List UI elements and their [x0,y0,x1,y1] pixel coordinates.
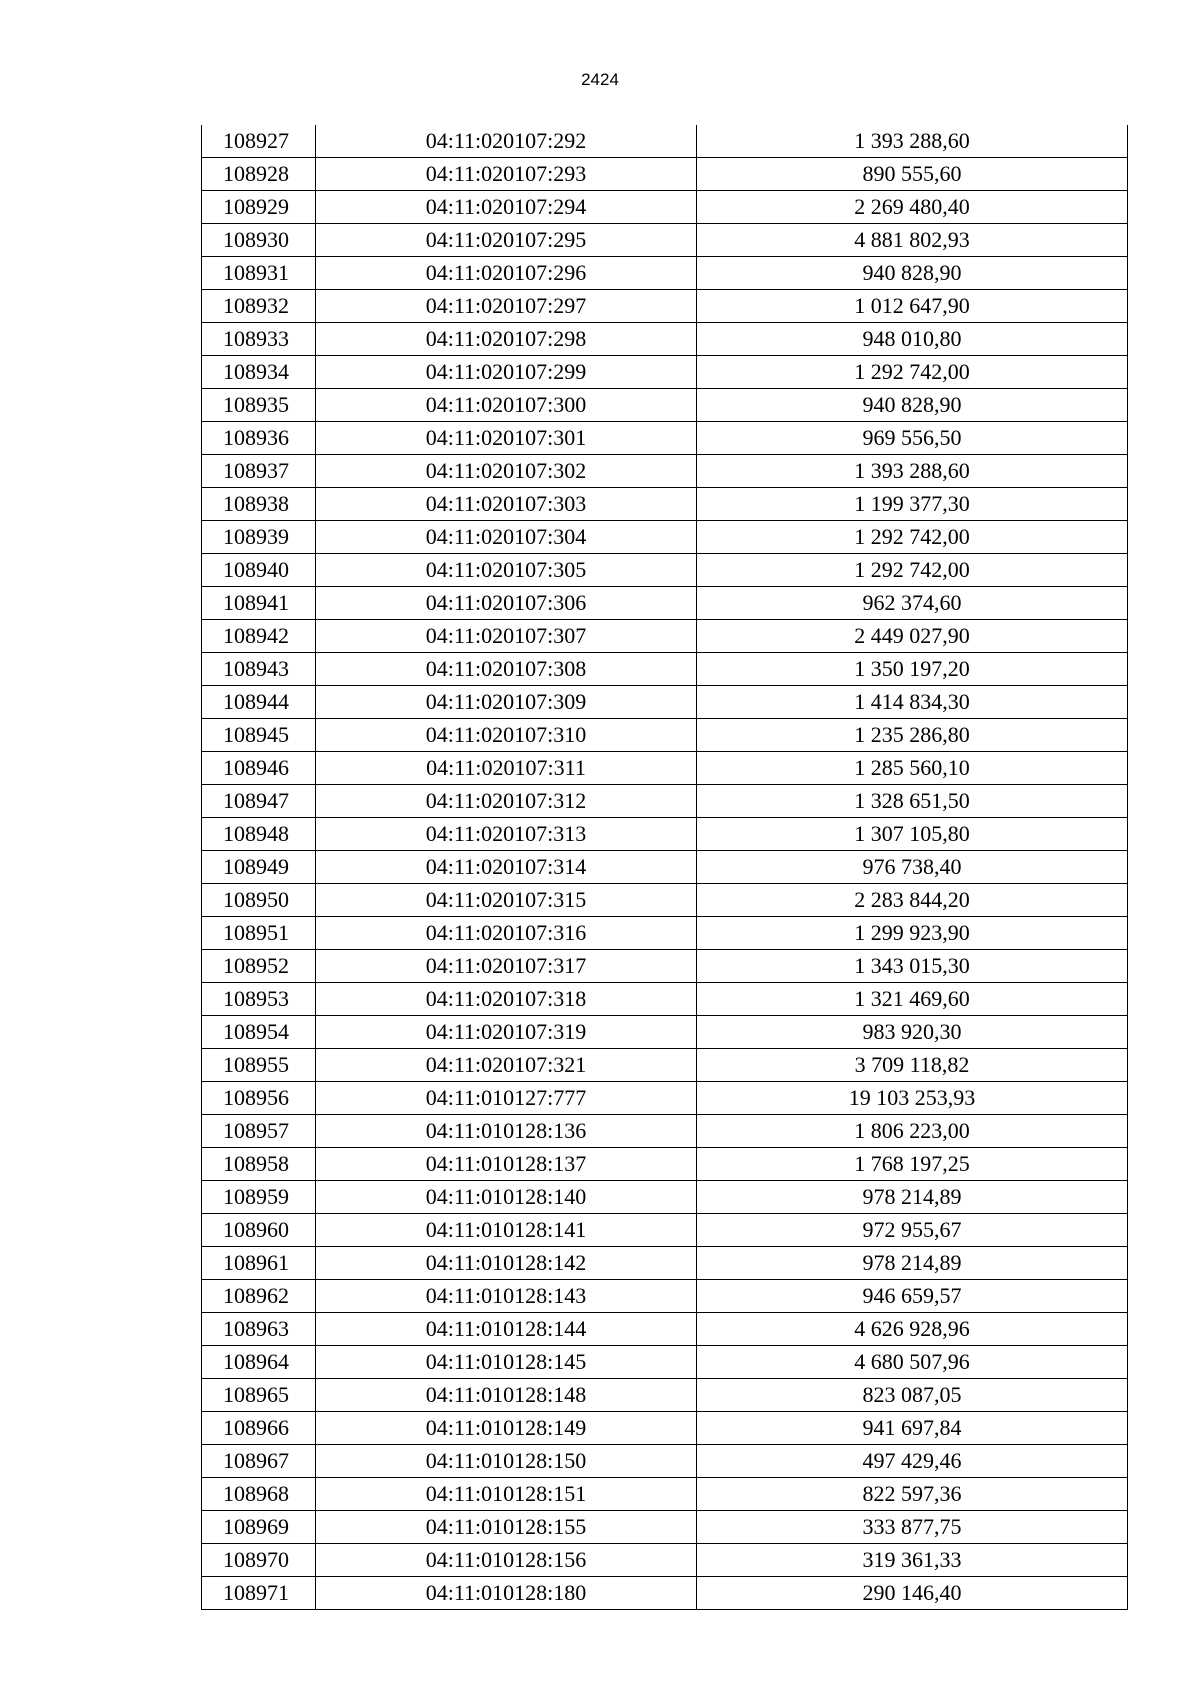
row-number-cell: 108967 [202,1445,316,1478]
row-number-cell: 108960 [202,1214,316,1247]
row-number-cell: 108950 [202,884,316,917]
table-row [202,488,1128,521]
cadastral-value-cell: 1 321 469,60 [697,983,1128,1016]
row-number-cell: 108947 [202,785,316,818]
cadastral-value-cell: 4 680 507,96 [697,1346,1128,1379]
cadastral-value-cell: 4 626 928,96 [697,1313,1128,1346]
table-row [202,1478,1128,1511]
table-row [202,389,1128,422]
row-number-cell: 108954 [202,1016,316,1049]
cadastral-number-cell: 04:11:010128:155 [316,1511,697,1544]
cadastral-value-cell: 1 292 742,00 [697,356,1128,389]
row-number-cell: 108963 [202,1313,316,1346]
table-row [202,719,1128,752]
row-number-cell: 108944 [202,686,316,719]
cadastral-value-cell: 983 920,30 [697,1016,1128,1049]
cadastral-number-cell: 04:11:020107:299 [316,356,697,389]
cadastral-value-cell: 319 361,33 [697,1544,1128,1577]
table-row [202,1181,1128,1214]
cadastral-value-cell: 941 697,84 [697,1412,1128,1445]
cadastral-value-cell: 1 343 015,30 [697,950,1128,983]
cadastral-number-cell: 04:11:020107:306 [316,587,697,620]
row-number-cell: 108965 [202,1379,316,1412]
cadastral-number-cell: 04:11:010128:143 [316,1280,697,1313]
table-row [202,1511,1128,1544]
cadastral-number-cell: 04:11:010128:140 [316,1181,697,1214]
row-number-cell: 108942 [202,620,316,653]
cadastral-number-cell: 04:11:020107:315 [316,884,697,917]
table-row [202,191,1128,224]
table-row [202,1280,1128,1313]
table-row [202,1016,1128,1049]
row-number-cell: 108969 [202,1511,316,1544]
table-row [202,1148,1128,1181]
cadastral-number-cell: 04:11:020107:292 [316,125,697,158]
table-row [202,1412,1128,1445]
cadastral-value-cell: 1 292 742,00 [697,554,1128,587]
row-number-cell: 108943 [202,653,316,686]
table-row [202,950,1128,983]
cadastral-number-cell: 04:11:020107:298 [316,323,697,356]
cadastral-value-cell: 1 299 923,90 [697,917,1128,950]
cadastral-value-cell: 4 881 802,93 [697,224,1128,257]
table-row [202,1247,1128,1280]
cadastral-number-cell: 04:11:020107:311 [316,752,697,785]
table-row [202,1544,1128,1577]
row-number-cell: 108927 [202,125,316,158]
cadastral-value-cell: 946 659,57 [697,1280,1128,1313]
cadastral-value-cell: 2 449 027,90 [697,620,1128,653]
cadastral-number-cell: 04:11:020107:293 [316,158,697,191]
cadastral-value-cell: 1 768 197,25 [697,1148,1128,1181]
row-number-cell: 108941 [202,587,316,620]
table-row [202,290,1128,323]
cadastral-number-cell: 04:11:020107:303 [316,488,697,521]
cadastral-value-cell: 497 429,46 [697,1445,1128,1478]
cadastral-number-cell: 04:11:020107:297 [316,290,697,323]
cadastral-value-cell: 1 292 742,00 [697,521,1128,554]
cadastral-value-cell: 2 283 844,20 [697,884,1128,917]
cadastral-number-cell: 04:11:020107:314 [316,851,697,884]
row-number-cell: 108928 [202,158,316,191]
cadastral-number-cell: 04:11:020107:317 [316,950,697,983]
cadastral-value-cell: 972 955,67 [697,1214,1128,1247]
cadastral-value-cell: 978 214,89 [697,1247,1128,1280]
row-number-cell: 108964 [202,1346,316,1379]
row-number-cell: 108957 [202,1115,316,1148]
cadastral-value-cell: 2 269 480,40 [697,191,1128,224]
cadastral-value-cell: 978 214,89 [697,1181,1128,1214]
table-row [202,884,1128,917]
cadastral-value-cell: 333 877,75 [697,1511,1128,1544]
cadastral-value-cell: 1 285 560,10 [697,752,1128,785]
cadastral-number-cell: 04:11:020107:296 [316,257,697,290]
row-number-cell: 108936 [202,422,316,455]
row-number-cell: 108962 [202,1280,316,1313]
table-row [202,1214,1128,1247]
row-number-cell: 108932 [202,290,316,323]
row-number-cell: 108939 [202,521,316,554]
cadastral-value-cell: 1 012 647,90 [697,290,1128,323]
row-number-cell: 108931 [202,257,316,290]
table-row [202,1445,1128,1478]
row-number-cell: 108961 [202,1247,316,1280]
table-row [202,521,1128,554]
row-number-cell: 108930 [202,224,316,257]
cadastral-value-cell: 1 235 286,80 [697,719,1128,752]
page-number: 2424 [581,70,619,89]
table-row [202,323,1128,356]
cadastral-number-cell: 04:11:010128:150 [316,1445,697,1478]
cadastral-value-cell: 1 414 834,30 [697,686,1128,719]
cadastral-number-cell: 04:11:010128:148 [316,1379,697,1412]
table-row [202,587,1128,620]
table-row [202,158,1128,191]
cadastral-value-cell: 948 010,80 [697,323,1128,356]
table-row [202,125,1128,158]
cadastral-number-cell: 04:11:020107:305 [316,554,697,587]
table-row [202,422,1128,455]
row-number-cell: 108955 [202,1049,316,1082]
cadastral-number-cell: 04:11:010128:145 [316,1346,697,1379]
cadastral-number-cell: 04:11:020107:295 [316,224,697,257]
row-number-cell: 108933 [202,323,316,356]
row-number-cell: 108946 [202,752,316,785]
table-row [202,851,1128,884]
table-row [202,1577,1128,1610]
row-number-cell: 108945 [202,719,316,752]
cadastral-number-cell: 04:11:020107:301 [316,422,697,455]
cadastral-number-cell: 04:11:010128:144 [316,1313,697,1346]
row-number-cell: 108970 [202,1544,316,1577]
table-row [202,356,1128,389]
cadastral-number-cell: 04:11:010127:777 [316,1082,697,1115]
cadastral-value-cell: 1 393 288,60 [697,125,1128,158]
cadastral-value-cell: 976 738,40 [697,851,1128,884]
cadastral-number-cell: 04:11:010128:151 [316,1478,697,1511]
cadastral-value-cell: 19 103 253,93 [697,1082,1128,1115]
row-number-cell: 108959 [202,1181,316,1214]
cadastral-value-cell: 940 828,90 [697,389,1128,422]
row-number-cell: 108937 [202,455,316,488]
table-row [202,653,1128,686]
cadastral-value-cell: 890 555,60 [697,158,1128,191]
row-number-cell: 108953 [202,983,316,1016]
cadastral-value-cell: 822 597,36 [697,1478,1128,1511]
cadastral-value-table [201,125,1128,1610]
cadastral-number-cell: 04:11:020107:310 [316,719,697,752]
cadastral-number-cell: 04:11:020107:309 [316,686,697,719]
cadastral-value-cell: 1 393 288,60 [697,455,1128,488]
row-number-cell: 108940 [202,554,316,587]
row-number-cell: 108968 [202,1478,316,1511]
table-row [202,455,1128,488]
table-row [202,1115,1128,1148]
row-number-cell: 108952 [202,950,316,983]
cadastral-value-cell: 823 087,05 [697,1379,1128,1412]
table-row [202,785,1128,818]
table-row [202,1049,1128,1082]
row-number-cell: 108971 [202,1577,316,1610]
table-row [202,917,1128,950]
cadastral-value-cell: 940 828,90 [697,257,1128,290]
row-number-cell: 108951 [202,917,316,950]
row-number-cell: 108938 [202,488,316,521]
row-number-cell: 108948 [202,818,316,851]
cadastral-value-cell: 290 146,40 [697,1577,1128,1610]
row-number-cell: 108958 [202,1148,316,1181]
cadastral-number-cell: 04:11:020107:300 [316,389,697,422]
cadastral-number-cell: 04:11:020107:304 [316,521,697,554]
table-row [202,1082,1128,1115]
cadastral-number-cell: 04:11:020107:307 [316,620,697,653]
row-number-cell: 108929 [202,191,316,224]
cadastral-value-cell: 1 199 377,30 [697,488,1128,521]
cadastral-value-cell: 1 350 197,20 [697,653,1128,686]
row-number-cell: 108956 [202,1082,316,1115]
cadastral-number-cell: 04:11:020107:302 [316,455,697,488]
cadastral-number-cell: 04:11:010128:137 [316,1148,697,1181]
cadastral-number-cell: 04:11:020107:294 [316,191,697,224]
cadastral-number-cell: 04:11:010128:142 [316,1247,697,1280]
cadastral-value-cell: 1 328 651,50 [697,785,1128,818]
cadastral-number-cell: 04:11:020107:312 [316,785,697,818]
cadastral-number-cell: 04:11:020107:308 [316,653,697,686]
table-row [202,257,1128,290]
cadastral-number-cell: 04:11:010128:141 [316,1214,697,1247]
cadastral-value-cell: 3 709 118,82 [697,1049,1128,1082]
table-row [202,1313,1128,1346]
cadastral-number-cell: 04:11:020107:313 [316,818,697,851]
table-body [202,125,1128,1610]
table-row [202,983,1128,1016]
table-row [202,752,1128,785]
cadastral-value-cell: 1 307 105,80 [697,818,1128,851]
table-row [202,1379,1128,1412]
table-row [202,554,1128,587]
table-row [202,686,1128,719]
cadastral-value-cell: 1 806 223,00 [697,1115,1128,1148]
cadastral-number-cell: 04:11:020107:316 [316,917,697,950]
cadastral-number-cell: 04:11:020107:321 [316,1049,697,1082]
row-number-cell: 108934 [202,356,316,389]
row-number-cell: 108949 [202,851,316,884]
table-row [202,224,1128,257]
cadastral-number-cell: 04:11:010128:136 [316,1115,697,1148]
table-row [202,818,1128,851]
row-number-cell: 108966 [202,1412,316,1445]
table-row [202,1346,1128,1379]
cadastral-value-cell: 969 556,50 [697,422,1128,455]
cadastral-value-cell: 962 374,60 [697,587,1128,620]
cadastral-number-cell: 04:11:010128:156 [316,1544,697,1577]
cadastral-number-cell: 04:11:020107:318 [316,983,697,1016]
table-row [202,620,1128,653]
cadastral-number-cell: 04:11:010128:180 [316,1577,697,1610]
cadastral-number-cell: 04:11:020107:319 [316,1016,697,1049]
row-number-cell: 108935 [202,389,316,422]
cadastral-number-cell: 04:11:010128:149 [316,1412,697,1445]
